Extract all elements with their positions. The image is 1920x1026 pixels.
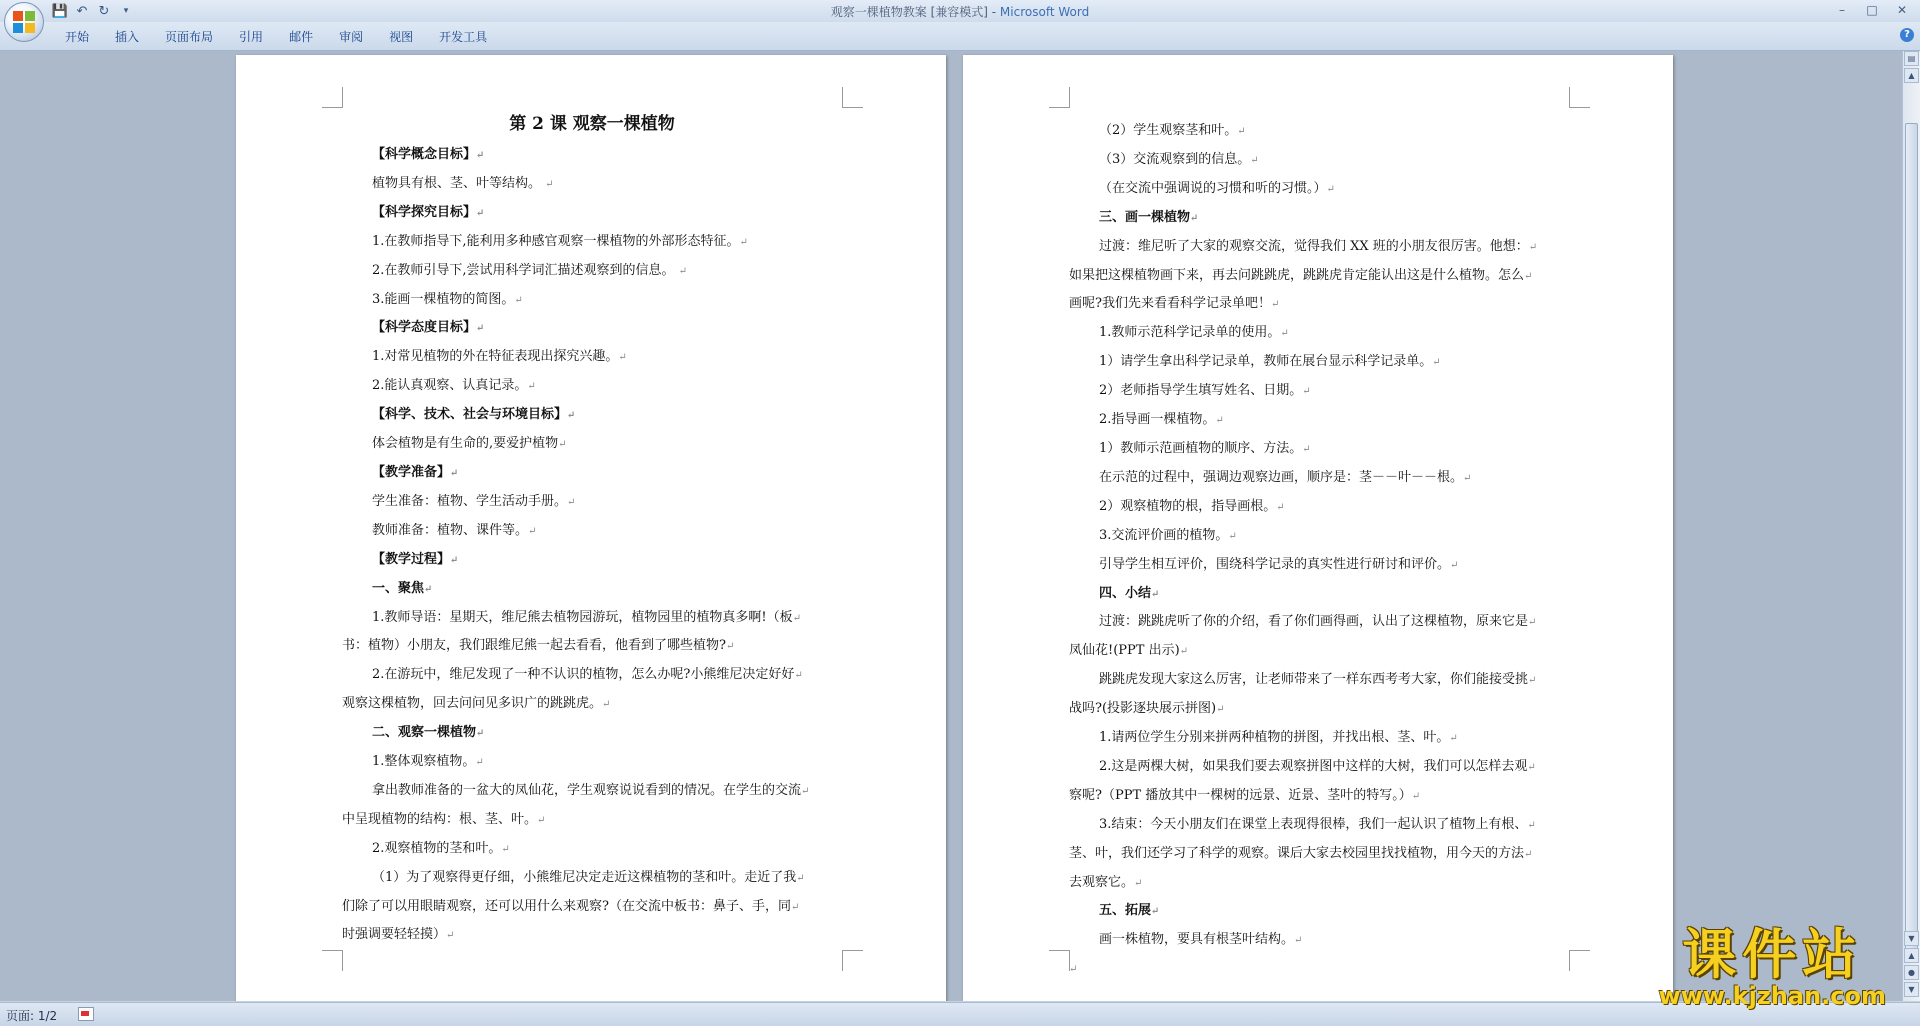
line-text: 跳跳虎发现大家这么厉害，让老师带来了一样东西考考大家，你们能接受挑 — [1099, 672, 1529, 688]
paragraph-line — [342, 864, 842, 893]
paragraph-mark-icon: ↵ — [1237, 126, 1246, 137]
line-text: 2.在教师引导下,尝试用科学词汇描述观察到的信息。 — [372, 262, 679, 278]
document-page-2[interactable] — [963, 55, 1673, 1001]
paragraph-mark-icon: ↵ — [545, 178, 554, 190]
paragraph-mark-icon: ↵ — [528, 525, 537, 537]
margin-corner — [1569, 950, 1590, 971]
paragraph-line — [1069, 377, 1569, 406]
paragraph-mark-icon: ↵ — [476, 207, 485, 219]
paragraph-mark-icon: ↵ — [1215, 415, 1224, 427]
paragraph-mark-icon: ↵ — [790, 901, 800, 913]
paragraph-line — [342, 517, 842, 546]
paragraph-line — [1069, 262, 1569, 291]
paragraph-line — [1069, 782, 1569, 811]
paragraph-mark-icon: ↵ — [1179, 646, 1189, 658]
line-text: 拿出教师准备的一盆大的凤仙花，学生观察说说看到的情况。在学生的交流 — [372, 782, 802, 798]
line-text: 【科学、技术、社会与环境目标】 — [372, 407, 568, 423]
paragraph-line — [342, 632, 842, 661]
line-text: 1.请两位学生分别来拼两种植物的拼图，并找出根、茎、叶。 — [1099, 730, 1450, 746]
line-text: 去观察它。 — [1069, 874, 1135, 890]
line-text: 2.这是两棵大树，如果我们要去观察拼图中这样的大树，我们可以怎样去观 — [1099, 758, 1528, 774]
line-text: 植物具有根、茎、叶等结构。 — [372, 175, 546, 191]
paragraph-mark-icon: ↵ — [558, 439, 567, 451]
paragraph-mark-icon: ↵ — [1302, 386, 1311, 398]
line-text: 【科学概念目标】 — [372, 147, 477, 162]
paragraph-line — [1069, 406, 1569, 435]
paragraph-mark-icon: ↵ — [1524, 270, 1533, 282]
paragraph-mark-icon: ↵ — [1524, 848, 1533, 860]
line-text: （在交流中强调说的习惯和听的习惯。） — [1099, 180, 1327, 196]
line-text: 们除了可以用眼睛观察，还可以用什么来观察?（在交流中板书：鼻子、手，同 — [342, 898, 791, 914]
tab-insert[interactable]: 插入 — [115, 30, 140, 44]
line-text: 体会植物是有生命的,要爱护植物 — [372, 436, 559, 452]
paragraph-line — [1069, 840, 1569, 869]
document-page-1[interactable] — [236, 55, 946, 1001]
paragraph-mark-icon: ↵ — [1216, 704, 1225, 716]
line-text: 一、聚焦 — [372, 580, 425, 596]
paragraph-line — [1069, 522, 1569, 551]
paragraph-line — [1069, 146, 1569, 175]
line-text: 1）请学生拿出科学记录单，教师在展台显示科学记录单。 — [1099, 354, 1433, 370]
tab-developer[interactable]: 开发工具 — [439, 30, 488, 44]
section-heading — [342, 719, 842, 748]
line-text: 过渡：跳跳虎听了你的介绍，看了你们画得画，认出了这棵植物，原来它是 — [1099, 614, 1529, 630]
line-text: 【教学过程】 — [372, 551, 451, 567]
line-text: （3）交流观察到的信息。 — [1099, 151, 1251, 167]
line-text: （1）为了观察得更仔细，小熊维尼决定走近这棵植物的茎和叶。走近了我 — [372, 869, 797, 885]
line-text: 五、拓展 — [1099, 903, 1152, 919]
section-heading — [1069, 897, 1569, 926]
paragraph-line — [342, 488, 842, 517]
paragraph-mark-icon: ↵ — [725, 641, 735, 653]
paragraph-line — [1069, 464, 1569, 493]
paragraph-mark-icon: ↵ — [1250, 154, 1259, 166]
line-text: 学生准备：植物、学生活动手册。 — [372, 493, 568, 509]
paragraph-line — [1069, 724, 1569, 753]
line-text: 3.能画一棵植物的简图。 — [372, 291, 515, 307]
paragraph-line — [342, 748, 842, 777]
section-heading — [342, 575, 842, 604]
line-text: 1.对常见植物的外在特征表现出探究兴趣。 — [372, 349, 619, 365]
paragraph-line — [342, 228, 842, 257]
paragraph-mark-icon: ↵ — [678, 265, 688, 277]
paragraph-mark-icon: ↵ — [1280, 328, 1289, 340]
line-text: 【教学准备】 — [372, 464, 451, 480]
line-text: 2.能认真观察、认真记录。 — [372, 378, 528, 394]
watermark-logo: 课件站 — [1682, 923, 1863, 986]
line-text: 引导学生相互评价，围绕科学记录的真实性进行研讨和评价。 — [1099, 556, 1451, 572]
office-button-icon[interactable] — [4, 2, 44, 42]
paragraph-mark-icon: ↵ — [1528, 617, 1537, 629]
paragraph-mark-icon: ↵ — [1326, 183, 1335, 195]
margin-corner — [1569, 87, 1590, 108]
paragraph-line — [342, 893, 842, 922]
paragraph-line — [1069, 811, 1569, 840]
line-text: 茎、叶，我们还学习了科学的观察。课后大家去校园里找找植物，用今天的方法 — [1069, 845, 1525, 861]
line-text: 画一株植物，要具有根茎叶结构。 — [1099, 932, 1295, 948]
line-text: 画呢?我们先来看看科学记录单吧！ — [1069, 296, 1271, 312]
paragraph-line — [1069, 233, 1569, 262]
undo-icon[interactable]: ↶ — [76, 3, 88, 19]
paragraph-mark-icon: ↵ — [476, 150, 485, 161]
paragraph-mark-icon: ↵ — [501, 843, 510, 855]
paragraph-mark-icon: ↵ — [567, 410, 576, 422]
line-text: 在示范的过程中，强调边观察边画，顺序是：茎－－叶－－根。 — [1099, 469, 1464, 485]
paragraph-line — [1069, 753, 1569, 782]
next-page-icon[interactable]: ▼ — [1904, 982, 1919, 997]
paragraph-mark-icon: ↵ — [1449, 733, 1458, 745]
scroll-down-icon[interactable]: ▼ — [1904, 931, 1919, 946]
paragraph-mark-icon: ↵ — [446, 930, 455, 942]
paragraph-line — [342, 661, 842, 690]
margin-corner — [1049, 87, 1070, 108]
page-indicator[interactable]: 页面: 1/2 — [6, 1009, 58, 1023]
window-controls — [1828, 1, 1916, 19]
ruler-toggle-icon[interactable]: ▤ — [1904, 51, 1919, 66]
margin-corner — [842, 950, 863, 971]
paragraph-line — [342, 286, 842, 315]
tab-page-layout[interactable]: 页面布局 — [165, 30, 214, 44]
paragraph-mark-icon: ↵ — [450, 554, 459, 566]
tab-view[interactable]: 视图 — [389, 30, 414, 44]
line-text: 三、画一棵植物 — [1099, 209, 1191, 225]
paragraph-line — [342, 372, 842, 401]
margin-corner — [322, 950, 343, 971]
paragraph-mark-icon: ↵ — [424, 583, 433, 595]
line-text: 过渡：维尼听了大家的观察交流，觉得我们 XX 班的小朋友很厉害。他想： — [1099, 238, 1529, 254]
line-text: 1）教师示范画植物的顺序、方法。 — [1099, 440, 1303, 456]
minimize-button[interactable]: – — [1839, 3, 1845, 17]
paragraph-line — [1069, 435, 1569, 464]
paragraph-mark-icon: ↵ — [450, 467, 459, 479]
paragraph-line — [1069, 695, 1569, 724]
line-text: 观察这棵植物，回去问问见多识广的跳跳虎。 — [342, 696, 603, 712]
help-icon[interactable]: ? — [1900, 28, 1914, 42]
line-text: 凤仙花!(PPT 出示) — [1069, 643, 1180, 659]
paragraph-mark-icon: ↵ — [1527, 761, 1536, 773]
paragraph-line — [342, 170, 842, 199]
line-text: 2）老师指导学生填写姓名、日期。 — [1099, 383, 1303, 399]
section-heading — [342, 199, 842, 228]
paragraph-line — [342, 430, 842, 459]
title-bar — [0, 0, 1920, 23]
paragraph-mark-icon: ↵ — [1294, 935, 1303, 947]
window-title: 观察一棵植物教案 [兼容模式] - Microsoft Word — [830, 5, 1090, 19]
line-text: 3.结束：今天小朋友们在课堂上表现得很棒，我们一起认识了植物上有根、 — [1099, 816, 1528, 832]
section-heading — [342, 459, 842, 488]
paragraph-line — [342, 835, 842, 864]
tab-mailings[interactable]: 邮件 — [289, 30, 314, 44]
paragraph-mark-icon: ↵ — [1228, 530, 1237, 542]
paragraph-mark-icon: ↵ — [602, 699, 611, 711]
paragraph-line — [1069, 666, 1569, 695]
previous-page-icon[interactable]: ▲ — [1904, 948, 1919, 963]
line-text: 二、观察一棵植物 — [372, 725, 477, 741]
paragraph-line — [342, 806, 842, 835]
paragraph-line — [1069, 348, 1569, 377]
close-button[interactable]: ✕ — [1896, 3, 1908, 17]
scrollbar-thumb[interactable] — [1905, 123, 1918, 963]
paragraph-line — [1069, 637, 1569, 666]
watermark-url: www.kjzhan.com — [1658, 982, 1886, 1010]
paragraph-mark-icon: ↵ — [1528, 675, 1537, 687]
paragraph-line — [342, 690, 842, 719]
paragraph-mark-icon: ↵ — [1432, 357, 1441, 369]
paragraph-mark-icon: ↵ — [514, 294, 523, 306]
paragraph-mark-icon: ↵ — [567, 496, 576, 508]
paragraph-line — [342, 343, 842, 372]
paragraph-line — [1069, 608, 1569, 637]
paragraph-mark-icon: ↵ — [475, 757, 484, 769]
section-heading — [342, 141, 842, 170]
tab-references[interactable]: 引用 — [239, 30, 264, 44]
paragraph-mark-icon: ↵ — [618, 352, 627, 364]
save-icon[interactable]: 💾 — [51, 3, 69, 19]
paragraph-line — [342, 777, 842, 806]
vertical-scrollbar[interactable] — [1902, 51, 1920, 1001]
paragraph-mark-icon: ↵ — [1151, 588, 1160, 600]
margin-corner — [1049, 950, 1070, 971]
paragraph-mark-icon: ↵ — [1069, 964, 1078, 976]
margin-corner — [322, 87, 343, 108]
paragraph-mark-icon: ↵ — [1450, 559, 1459, 571]
line-text: 中呈现植物的结构：根、茎、叶。 — [342, 811, 538, 827]
page-2-content — [1069, 117, 1569, 984]
paragraph-mark-icon: ↵ — [792, 612, 802, 624]
browse-object-icon[interactable]: ● — [1904, 965, 1919, 980]
page-2-lines — [1069, 117, 1569, 984]
paragraph-mark-icon: ↵ — [739, 236, 748, 248]
line-text: 2）观察植物的根，指导画根。 — [1099, 498, 1277, 514]
ribbon-tabs — [52, 28, 500, 46]
section-heading — [1069, 580, 1569, 609]
paragraph-mark-icon: ↵ — [527, 381, 536, 393]
line-text: 四、小结 — [1099, 585, 1152, 601]
line-text: 2.指导画一棵植物。 — [1099, 412, 1216, 428]
paragraph-mark-icon: ↵ — [1527, 819, 1536, 831]
section-heading — [342, 314, 842, 343]
redo-icon[interactable]: ↻ — [98, 3, 110, 19]
document-title: 第 2 课 观察一棵植物 — [509, 114, 675, 134]
page-1-lines — [342, 141, 842, 950]
section-heading — [342, 546, 842, 575]
tab-review[interactable]: 审阅 — [339, 30, 364, 44]
paragraph-line — [342, 921, 842, 950]
section-heading — [342, 401, 842, 430]
paragraph-line — [1069, 955, 1569, 984]
paragraph-line — [1069, 290, 1569, 319]
paragraph-mark-icon: ↵ — [1463, 472, 1472, 484]
ribbon — [0, 22, 1920, 51]
paragraph-line — [1069, 551, 1569, 580]
line-text: 1.教师示范科学记录单的使用。 — [1099, 325, 1281, 341]
paragraph-mark-icon: ↵ — [801, 785, 810, 797]
paragraph-mark-icon: ↵ — [794, 670, 803, 682]
paragraph-mark-icon: ↵ — [1151, 906, 1160, 918]
paragraph-line — [1069, 117, 1569, 146]
paragraph-mark-icon: ↵ — [1302, 443, 1311, 455]
page-1-content — [342, 109, 842, 950]
paragraph-mark-icon: ↵ — [1190, 212, 1199, 224]
status-bar — [0, 1002, 1920, 1026]
line-text: 1.在教师指导下,能利用多种感官观察一棵植物的外部形态特征。 — [372, 233, 740, 249]
line-text: 2.在游玩中，维尼发现了一种不认识的植物，怎么办呢?小熊维尼决定好好 — [372, 667, 795, 683]
paragraph-mark-icon: ↵ — [476, 728, 485, 740]
paragraph-mark-icon: ↵ — [796, 872, 805, 884]
line-text: 1.整体观察植物。 — [372, 754, 476, 770]
line-text: 察呢?（PPT 播放其中一棵树的远景、近景、茎叶的特写。） — [1069, 787, 1412, 803]
customize-qat-icon[interactable]: ▾ — [123, 6, 129, 16]
line-text: 书：植物）小朋友，我们跟维尼熊一起去看看，他看到了哪些植物? — [342, 638, 726, 654]
paragraph-mark-icon: ↵ — [1528, 241, 1538, 253]
scroll-up-icon[interactable]: ▲ — [1904, 68, 1919, 83]
paragraph-mark-icon: ↵ — [1270, 299, 1280, 311]
paragraph-line — [1069, 175, 1569, 204]
paragraph-line — [342, 257, 842, 286]
line-text: 3.交流评价画的植物。 — [1099, 527, 1229, 543]
line-text: 战吗?(投影逐块展示拼图) — [1069, 701, 1217, 717]
margin-corner — [842, 87, 863, 108]
office-logo — [13, 11, 35, 33]
line-text: 时强调要轻轻摸） — [342, 927, 447, 943]
line-text: （2）学生观察茎和叶。 — [1099, 123, 1238, 138]
line-text: 如果把这棵植物画下来，再去问跳跳虎，跳跳虎肯定能认出这是什么植物。怎么 — [1069, 267, 1525, 283]
paragraph-mark-icon: ↵ — [1134, 877, 1143, 889]
paragraph-line — [1069, 926, 1569, 955]
paragraph-mark-icon: ↵ — [537, 814, 546, 826]
line-text: 1.教师导语：星期天，维尼熊去植物园游玩，植物园里的植物真多啊!（板 — [372, 609, 793, 625]
line-text: 教师准备：植物、课件等。 — [372, 522, 529, 538]
section-heading — [1069, 204, 1569, 233]
line-text: 【科学态度目标】 — [372, 320, 477, 336]
paragraph-line — [1069, 493, 1569, 522]
watermark — [1658, 923, 1886, 1010]
line-text: 2.观察植物的茎和叶。 — [372, 840, 502, 856]
paragraph-line — [342, 604, 842, 633]
maximize-button[interactable]: □ — [1866, 3, 1878, 17]
paragraph-line — [1069, 869, 1569, 898]
spelling-check-icon[interactable] — [78, 1007, 94, 1021]
paragraph-line — [1069, 319, 1569, 348]
line-text: 【科学探究目标】 — [372, 204, 477, 220]
tab-home[interactable]: 开始 — [65, 30, 90, 44]
document-area — [0, 51, 1903, 1001]
paragraph-mark-icon: ↵ — [1411, 790, 1421, 802]
paragraph-mark-icon: ↵ — [476, 323, 485, 335]
paragraph-mark-icon: ↵ — [1276, 501, 1285, 513]
